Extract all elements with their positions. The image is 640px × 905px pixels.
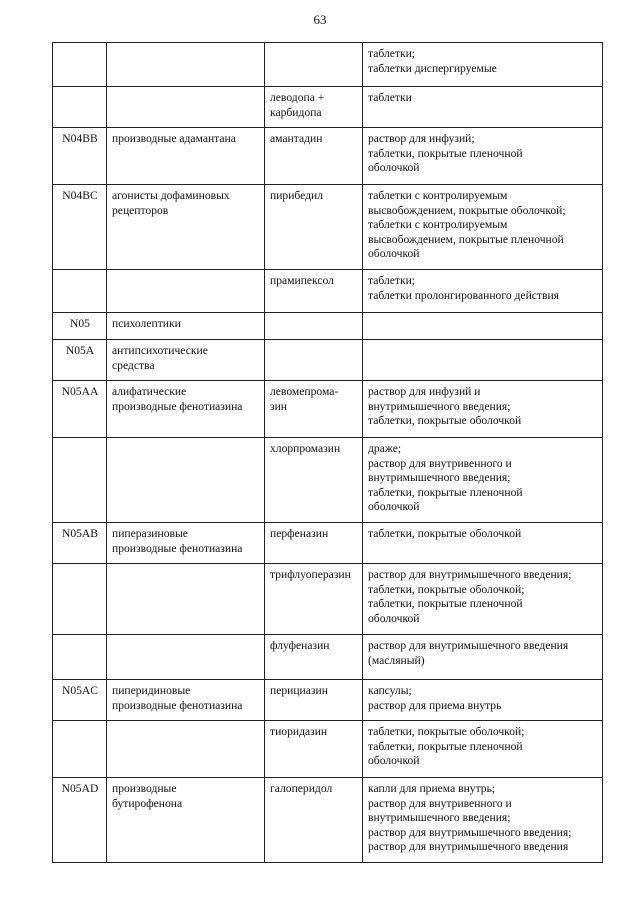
drug-name-cell: леводопа + карбидопа xyxy=(265,87,363,128)
group-name-cell xyxy=(107,721,265,778)
drug-name-cell: галоперидол xyxy=(265,778,363,863)
drug-name-cell: флуфеназин xyxy=(265,635,363,680)
drug-table xyxy=(52,42,603,863)
group-name-cell: производные бутирофенона xyxy=(107,778,265,863)
page-number: 63 xyxy=(313,12,327,27)
table-row xyxy=(53,438,603,523)
table-row xyxy=(53,635,603,680)
drug-name-cell: перфеназин xyxy=(265,523,363,564)
group-name-cell: психолептики xyxy=(107,313,265,340)
dosage-forms-cell: таблетки, покрытые оболочкой; таблетки, покрытые пленочной оболочкой xyxy=(363,721,603,778)
atc-code-cell: N04BB xyxy=(53,128,107,185)
dosage-forms-cell: капсулы; раствор для приема внутрь xyxy=(363,680,603,721)
group-name-cell xyxy=(107,564,265,635)
dosage-forms-cell: раствор для внутримышечного введения (масляный) xyxy=(363,635,603,680)
drug-name-cell xyxy=(265,43,363,87)
group-name-cell: пиперазиновые производные фенотиазина xyxy=(107,523,265,564)
table-row xyxy=(53,523,603,564)
table-row xyxy=(53,313,603,340)
atc-code-cell xyxy=(53,270,107,313)
group-name-cell: пиперидиновые производные фенотиазина xyxy=(107,680,265,721)
dosage-forms-cell: таблетки, покрытые оболочкой xyxy=(363,523,603,564)
atc-code-cell: N05A xyxy=(53,340,107,381)
dosage-forms-cell: драже; раствор для внутривенного и внутримышечного введения; таблетки, покрытые пленочной оболочкой xyxy=(363,438,603,523)
drug-name-cell: пирибедил xyxy=(265,185,363,270)
drug-name-cell xyxy=(265,340,363,381)
atc-code-cell: N05AA xyxy=(53,381,107,438)
atc-code-cell: N05 xyxy=(53,313,107,340)
dosage-forms-cell: капли для приема внутрь; раствор для внутривенного и внутримышечного введения; раствор для внутримышечного введения; раствор для внутримышечного введения xyxy=(363,778,603,863)
table-row xyxy=(53,564,603,635)
atc-code-cell xyxy=(53,635,107,680)
table-row xyxy=(53,128,603,185)
group-name-cell xyxy=(107,635,265,680)
dosage-forms-cell: таблетки с контролируемым высвобождением, покрытые оболочкой; таблетки с контролируемым высвобождением, покрытые пленочной оболочкой xyxy=(363,185,603,270)
atc-code-cell xyxy=(53,564,107,635)
table-row xyxy=(53,43,603,87)
drug-name-cell: левомепрома- зин xyxy=(265,381,363,438)
atc-code-cell xyxy=(53,43,107,87)
table-body xyxy=(53,43,603,863)
atc-code-cell: N05AD xyxy=(53,778,107,863)
group-name-cell: алифатические производные фенотиазина xyxy=(107,381,265,438)
atc-code-cell: N04BC xyxy=(53,185,107,270)
dosage-forms-cell: таблетки xyxy=(363,87,603,128)
dosage-forms-cell xyxy=(363,340,603,381)
atc-code-cell xyxy=(53,438,107,523)
dosage-forms-cell: раствор для инфузий и внутримышечного введения; таблетки, покрытые оболочкой xyxy=(363,381,603,438)
table-row xyxy=(53,270,603,313)
atc-code-cell xyxy=(53,87,107,128)
drug-name-cell: трифлуоперазин xyxy=(265,564,363,635)
atc-code-cell: N05AB xyxy=(53,523,107,564)
drug-name-cell: хлорпромазин xyxy=(265,438,363,523)
drug-name-cell: тиоридазин xyxy=(265,721,363,778)
table-row xyxy=(53,340,603,381)
dosage-forms-cell: таблетки; таблетки пролонгированного действия xyxy=(363,270,603,313)
drug-name-cell: перициазин xyxy=(265,680,363,721)
atc-code-cell xyxy=(53,721,107,778)
dosage-forms-cell: раствор для инфузий; таблетки, покрытые пленочной оболочкой xyxy=(363,128,603,185)
dosage-forms-cell xyxy=(363,313,603,340)
table-row xyxy=(53,721,603,778)
table-row xyxy=(53,381,603,438)
table-row xyxy=(53,87,603,128)
group-name-cell: производные адамантана xyxy=(107,128,265,185)
group-name-cell xyxy=(107,43,265,87)
group-name-cell xyxy=(107,87,265,128)
group-name-cell: агонисты дофаминовых рецепторов xyxy=(107,185,265,270)
table-row xyxy=(53,680,603,721)
drug-name-cell xyxy=(265,313,363,340)
dosage-forms-cell: раствор для внутримышечного введения; таблетки, покрытые оболочкой; таблетки, покрытые пленочной оболочкой xyxy=(363,564,603,635)
group-name-cell xyxy=(107,438,265,523)
drug-name-cell: прамипексол xyxy=(265,270,363,313)
atc-code-cell: N05AC xyxy=(53,680,107,721)
table-row xyxy=(53,185,603,270)
table-row xyxy=(53,778,603,863)
drug-name-cell: амантадин xyxy=(265,128,363,185)
group-name-cell xyxy=(107,270,265,313)
group-name-cell: антипсихотические средства xyxy=(107,340,265,381)
dosage-forms-cell: таблетки; таблетки диспергируемые xyxy=(363,43,603,87)
